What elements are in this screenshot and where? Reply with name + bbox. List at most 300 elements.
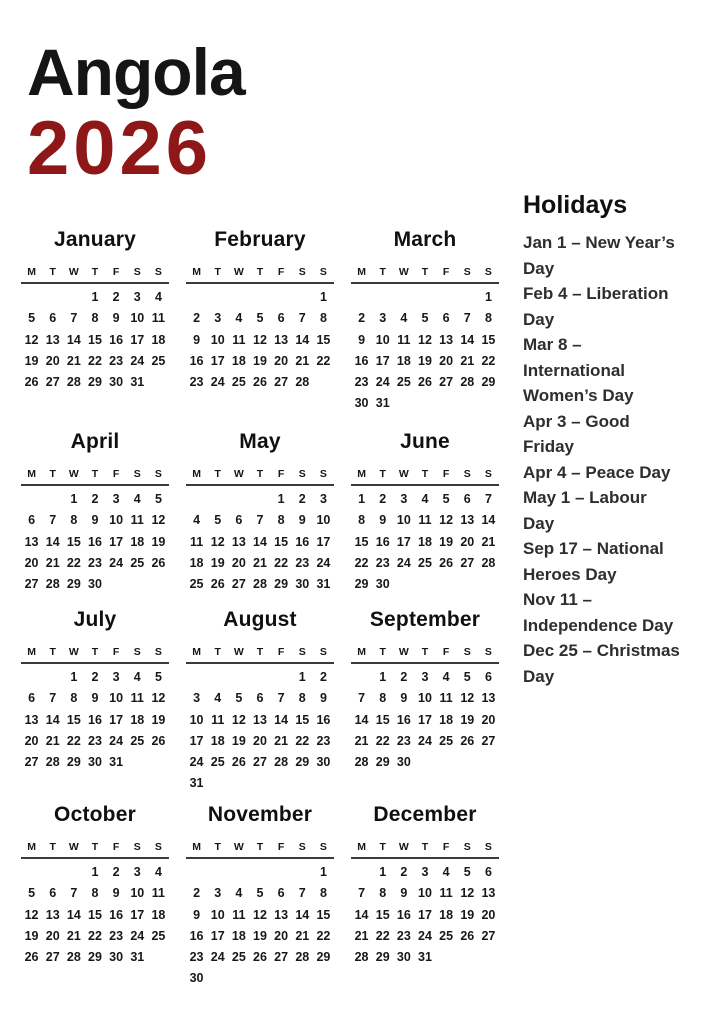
empty-day-cell [436, 947, 457, 968]
day-cell: 22 [274, 555, 289, 570]
day-cell: 10 [210, 332, 225, 347]
day-cell: 26 [151, 733, 166, 748]
day-cell: 26 [418, 375, 432, 390]
day-cell: 5 [28, 311, 36, 326]
week-row [351, 574, 499, 595]
empty-day-cell [292, 862, 313, 883]
holiday-item: Apr 4 – Peace Day [523, 462, 671, 482]
weekday-label: M [192, 646, 201, 658]
day-cell: 25 [151, 353, 166, 368]
weekday-label: S [484, 646, 492, 658]
day-cell: 18 [151, 907, 166, 922]
day-cell: 7 [484, 492, 492, 506]
day-cell: 4 [442, 670, 450, 684]
month-title: February [214, 228, 306, 251]
week-row [351, 883, 499, 904]
weekday-label: S [133, 266, 141, 278]
day-cell: 23 [189, 375, 204, 390]
empty-day-cell [313, 372, 334, 393]
month-title: November [207, 803, 313, 826]
months-grid [21, 222, 499, 990]
day-cell: 5 [463, 865, 471, 879]
weekday-label: F [277, 646, 285, 658]
day-cell: 1 [70, 670, 78, 684]
empty-day-cell [249, 773, 270, 794]
day-cell: 11 [232, 907, 246, 922]
weekday-label: F [442, 841, 450, 853]
day-cell: 17 [189, 733, 204, 748]
day-cell: 12 [151, 513, 166, 528]
empty-day-cell [436, 574, 457, 595]
day-cell: 4 [235, 311, 243, 326]
day-cell: 29 [66, 577, 81, 592]
day-cell: 16 [109, 332, 124, 347]
week-row [21, 510, 169, 531]
day-cell: 15 [481, 332, 496, 347]
day-cell: 25 [231, 950, 246, 965]
day-cell: 28 [66, 375, 81, 390]
month-title: June [400, 430, 450, 453]
day-cell: 18 [231, 353, 246, 368]
day-cell: 27 [274, 950, 289, 965]
day-cell: 14 [460, 332, 475, 347]
day-cell: 8 [298, 691, 306, 706]
holiday-item: Sep 17 – National Heroes Day [523, 539, 664, 584]
weeks [186, 489, 334, 595]
day-cell: 10 [109, 513, 124, 528]
day-cell: 2 [193, 311, 201, 326]
month-title: October [54, 803, 136, 826]
empty-day-cell [228, 968, 249, 989]
weekday-label: M [27, 646, 36, 658]
day-cell: 27 [24, 577, 39, 592]
day-cell: 17 [130, 907, 145, 922]
day-cell: 23 [88, 555, 102, 570]
empty-day-cell [372, 287, 393, 308]
day-cell: 16 [189, 353, 204, 368]
empty-day-cell [249, 287, 270, 308]
weekday-label: S [298, 646, 306, 658]
day-cell: 5 [154, 670, 162, 684]
day-cell: 24 [418, 928, 432, 943]
empty-day-cell [106, 574, 127, 595]
day-cell: 6 [235, 513, 243, 528]
day-cell: 21 [354, 733, 369, 748]
month-may [186, 424, 334, 602]
day-cell: 10 [396, 513, 411, 528]
empty-day-cell [457, 574, 478, 595]
day-cell: 6 [277, 311, 285, 326]
day-cell: 7 [358, 886, 366, 901]
empty-day-cell [249, 968, 270, 989]
week-row [351, 330, 499, 351]
day-cell: 20 [24, 733, 39, 748]
month-title: April [70, 430, 120, 453]
holiday-item: Mar 8 – International Women’s Day [523, 335, 634, 405]
month-august [186, 602, 334, 797]
day-cell: 14 [66, 907, 81, 922]
day-cell: 4 [214, 691, 222, 706]
day-cell: 31 [130, 950, 145, 965]
day-cell: 26 [460, 733, 475, 748]
day-cell: 22 [88, 928, 102, 943]
day-cell: 23 [375, 555, 390, 570]
day-cell: 9 [91, 513, 99, 528]
weekday-label: T [49, 841, 56, 853]
day-cell: 15 [295, 712, 310, 727]
empty-day-cell [436, 393, 457, 414]
day-cell: 17 [396, 534, 411, 549]
weekday-label: T [214, 266, 221, 278]
day-cell: 22 [316, 928, 331, 943]
week-row [21, 489, 169, 510]
empty-day-cell [127, 574, 148, 595]
day-cell: 15 [88, 332, 102, 347]
empty-day-cell [207, 773, 228, 794]
day-cell: 6 [442, 311, 450, 326]
day-cell: 21 [66, 353, 81, 368]
empty-day-cell [21, 862, 42, 883]
day-cell: 5 [463, 670, 471, 684]
day-cell: 17 [316, 534, 331, 549]
week-row [186, 883, 334, 904]
weekday-label: T [91, 646, 99, 658]
day-cell: 31 [189, 776, 204, 791]
week-row [351, 393, 499, 414]
day-cell: 30 [396, 950, 411, 965]
day-cell: 25 [130, 555, 145, 570]
weekday-label: F [112, 468, 120, 480]
week-row [351, 667, 499, 688]
day-cell: 7 [70, 311, 78, 326]
month-september [351, 602, 499, 797]
day-cell: 15 [66, 712, 81, 727]
week-row [21, 308, 169, 329]
day-cell: 27 [439, 375, 454, 390]
empty-day-cell [186, 287, 207, 308]
day-cell: 7 [70, 886, 78, 901]
empty-day-cell [42, 489, 63, 510]
day-cell: 9 [319, 691, 327, 706]
day-cell: 29 [88, 950, 102, 965]
weekday-label: F [277, 266, 285, 278]
day-cell: 26 [439, 555, 454, 570]
day-cell: 2 [91, 670, 99, 684]
day-cell: 26 [253, 950, 267, 965]
day-cell: 15 [354, 534, 369, 549]
month-february [186, 222, 334, 424]
empty-day-cell [207, 489, 228, 510]
month-december [351, 797, 499, 990]
day-cell: 21 [66, 928, 81, 943]
day-cell: 9 [112, 886, 120, 901]
day-cell: 18 [439, 712, 454, 727]
weekday-label: W [68, 646, 79, 658]
weekday-label: S [463, 266, 471, 278]
week-row [186, 308, 334, 329]
day-cell: 29 [274, 577, 289, 592]
day-cell: 17 [210, 353, 225, 368]
day-cell: 5 [421, 311, 429, 326]
month-title: December [373, 803, 477, 826]
weekday-label: T [49, 646, 56, 658]
week-row [186, 489, 334, 510]
weeks [186, 287, 334, 393]
weekday-label: T [256, 468, 264, 480]
day-cell: 2 [400, 670, 408, 684]
day-cell: 23 [295, 555, 310, 570]
weekday-label: S [463, 841, 471, 853]
day-cell: 14 [253, 534, 267, 549]
day-cell: 16 [88, 712, 102, 727]
week-row [186, 968, 334, 989]
day-cell: 5 [256, 311, 264, 326]
empty-day-cell [228, 287, 249, 308]
day-cell: 23 [316, 733, 331, 748]
day-cell: 24 [418, 733, 432, 748]
weekday-label: T [214, 646, 221, 658]
empty-day-cell [457, 287, 478, 308]
day-cell: 24 [316, 555, 331, 570]
week-row [21, 731, 169, 752]
weekday-label: F [442, 266, 450, 278]
day-cell: 8 [70, 691, 78, 706]
empty-day-cell [21, 489, 42, 510]
weekday-label: T [421, 266, 429, 278]
week-row [186, 773, 334, 794]
day-cell: 4 [133, 670, 141, 684]
day-cell: 1 [319, 865, 327, 879]
day-cell: 5 [442, 492, 450, 506]
empty-day-cell [351, 287, 372, 308]
weekday-label: T [91, 266, 99, 278]
empty-day-cell [414, 393, 435, 414]
empty-day-cell [127, 752, 148, 773]
day-cell: 7 [298, 311, 306, 326]
day-cell: 11 [151, 886, 166, 901]
weekday-label: S [154, 841, 162, 853]
day-cell: 29 [88, 375, 102, 390]
week-row [351, 351, 499, 372]
day-cell: 14 [295, 907, 310, 922]
day-cell: 2 [379, 492, 387, 506]
day-cell: 29 [375, 755, 390, 770]
weekday-label: T [49, 266, 56, 278]
weekday-label: S [133, 468, 141, 480]
day-cell: 24 [109, 733, 124, 748]
day-cell: 27 [274, 375, 289, 390]
day-cell: 18 [130, 534, 145, 549]
weekday-label: W [398, 841, 409, 853]
week-row [186, 553, 334, 574]
day-cell: 5 [256, 886, 264, 901]
empty-day-cell [228, 862, 249, 883]
day-cell: 12 [460, 691, 475, 706]
day-cell: 27 [45, 950, 60, 965]
week-row [351, 688, 499, 709]
day-cell: 13 [24, 534, 39, 549]
empty-day-cell [271, 968, 292, 989]
day-cell: 31 [316, 577, 331, 592]
week-row [351, 287, 499, 308]
day-cell: 24 [130, 928, 145, 943]
month-title: July [73, 608, 117, 631]
day-cell: 15 [66, 534, 81, 549]
day-cell: 3 [133, 290, 141, 304]
weekday-label: S [484, 841, 492, 853]
weeks [351, 862, 499, 968]
weekday-label: M [27, 841, 36, 853]
holiday-item: Dec 25 – Christmas Day [523, 641, 680, 686]
day-cell: 21 [460, 353, 475, 368]
weeks [351, 287, 499, 415]
day-cell: 20 [274, 928, 289, 943]
weekday-header-row [351, 646, 499, 664]
empty-day-cell [148, 947, 169, 968]
day-cell: 22 [316, 353, 331, 368]
day-cell: 17 [418, 907, 432, 922]
weekday-header-row [186, 646, 334, 664]
empty-day-cell [393, 393, 414, 414]
empty-day-cell [148, 372, 169, 393]
empty-day-cell [292, 287, 313, 308]
holidays-panel [523, 190, 682, 689]
weekday-label: T [214, 841, 221, 853]
day-cell: 25 [189, 577, 204, 592]
empty-day-cell [478, 947, 499, 968]
week-row [351, 862, 499, 883]
week-row [186, 372, 334, 393]
day-cell: 24 [109, 555, 124, 570]
empty-day-cell [393, 574, 414, 595]
day-cell: 6 [484, 670, 492, 684]
day-cell: 29 [66, 755, 81, 770]
empty-day-cell [457, 752, 478, 773]
day-cell: 12 [253, 907, 267, 922]
day-cell: 21 [253, 555, 267, 570]
day-cell: 27 [24, 755, 39, 770]
week-row [351, 905, 499, 926]
week-row [186, 688, 334, 709]
day-cell: 4 [400, 311, 408, 326]
day-cell: 4 [154, 290, 162, 304]
empty-day-cell [186, 489, 207, 510]
day-cell: 29 [354, 577, 369, 592]
day-cell: 1 [379, 865, 387, 879]
day-cell: 1 [70, 492, 78, 506]
weekday-label: M [27, 468, 36, 480]
day-cell: 21 [45, 555, 60, 570]
day-cell: 18 [418, 534, 432, 549]
day-cell: 3 [421, 865, 429, 879]
weekday-label: S [298, 468, 306, 480]
day-cell: 3 [400, 492, 408, 506]
day-cell: 23 [88, 733, 102, 748]
day-cell: 27 [253, 755, 267, 770]
day-cell: 27 [231, 577, 246, 592]
empty-day-cell [228, 667, 249, 688]
week-row [351, 947, 499, 968]
day-cell: 2 [358, 311, 366, 326]
week-row [186, 287, 334, 308]
day-cell: 4 [421, 492, 429, 506]
empty-day-cell [478, 752, 499, 773]
day-cell: 20 [45, 928, 60, 943]
empty-day-cell [414, 287, 435, 308]
day-cell: 29 [481, 375, 496, 390]
day-cell: 15 [375, 712, 390, 727]
weekday-label: S [133, 841, 141, 853]
week-row [186, 667, 334, 688]
day-cell: 7 [298, 886, 306, 901]
day-cell: 1 [379, 670, 387, 684]
empty-day-cell [207, 667, 228, 688]
day-cell: 23 [396, 928, 411, 943]
month-title: March [393, 228, 457, 251]
day-cell: 11 [151, 311, 166, 326]
weekday-label: S [463, 468, 471, 480]
week-row [186, 947, 334, 968]
weekday-label: S [463, 646, 471, 658]
day-cell: 25 [439, 733, 454, 748]
weeks [21, 489, 169, 595]
weekday-header-row [351, 266, 499, 284]
week-row [21, 553, 169, 574]
weekday-label: W [233, 266, 244, 278]
day-cell: 28 [354, 755, 369, 770]
week-row [21, 287, 169, 308]
day-cell: 6 [484, 865, 492, 879]
week-row [21, 862, 169, 883]
empty-day-cell [249, 667, 270, 688]
day-cell: 23 [354, 375, 369, 390]
day-cell: 21 [274, 733, 289, 748]
week-row [21, 574, 169, 595]
day-cell: 20 [481, 907, 496, 922]
day-cell: 10 [189, 712, 204, 727]
empty-day-cell [148, 752, 169, 773]
day-cell: 20 [24, 555, 39, 570]
day-cell: 22 [88, 353, 102, 368]
day-cell: 1 [298, 670, 306, 684]
day-cell: 19 [24, 353, 39, 368]
day-cell: 8 [91, 311, 99, 326]
day-cell: 5 [214, 513, 222, 528]
day-cell: 30 [109, 950, 124, 965]
empty-day-cell [436, 752, 457, 773]
day-cell: 28 [295, 950, 310, 965]
day-cell: 16 [88, 534, 102, 549]
holidays-list [523, 230, 682, 689]
day-cell: 14 [45, 534, 60, 549]
day-cell: 11 [130, 691, 144, 706]
day-cell: 22 [481, 353, 496, 368]
day-cell: 28 [295, 375, 310, 390]
day-cell: 20 [274, 353, 289, 368]
week-row [21, 926, 169, 947]
day-cell: 27 [481, 928, 496, 943]
day-cell: 28 [274, 755, 289, 770]
empty-day-cell [457, 393, 478, 414]
day-cell: 2 [91, 492, 99, 506]
week-row [21, 532, 169, 553]
day-cell: 28 [354, 950, 369, 965]
day-cell: 16 [189, 928, 204, 943]
holiday-item: Jan 1 – New Year’s Day [523, 233, 675, 278]
day-cell: 31 [375, 396, 390, 411]
empty-day-cell [351, 862, 372, 883]
day-cell: 5 [235, 691, 243, 706]
